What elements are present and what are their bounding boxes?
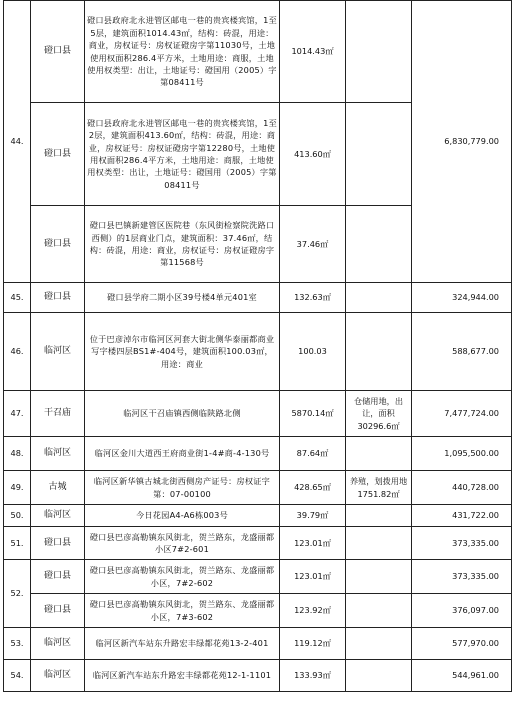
location-cell: 磴口县政府北永进管区邮电一巷的贵宾楼宾馆，1至5层，建筑面积1014.43㎡，结构：砖混，用途：商业，房权证号：房权证磴房字第11030号，土地使用权面积286.4平方米，土地用途：商服，土地使用权类型：出让，土地证号：磴国用（2005）字第08411号	[85, 1, 280, 103]
price-cell: 1,095,500.00	[412, 437, 512, 471]
location-cell: 磴口县学府二期小区39号楼4单元401室	[85, 283, 280, 313]
note-cell	[346, 560, 412, 594]
price-cell: 544,961.00	[412, 660, 512, 692]
location-cell: 今日花园A4-A6栋003号	[85, 505, 280, 527]
table-row	[4, 1, 512, 103]
area-cell: 132.63㎡	[280, 283, 346, 313]
county-cell: 磴口县	[31, 103, 85, 206]
location-cell: 临河区新华镇古城北街西侧房产证号：房权证字第：07-00100	[85, 471, 280, 505]
area-cell: 5870.14㎡	[280, 391, 346, 437]
table-row	[4, 660, 512, 692]
row-number: 48.	[4, 437, 31, 471]
location-cell: 磴口县政府北永进管区邮电一巷的贵宾楼宾馆，1至2层，建筑面积413.60㎡，结构：砖混，用途：商业，房权证号：房权证磴房字第12280号，土地使用权面积286.4平方米，土地用途：商服，土地使用权类型：出让，土地证号：磴国用（2005）字第08411号	[85, 103, 280, 206]
county-cell: 临河区	[31, 628, 85, 660]
area-cell: 428.65㎡	[280, 471, 346, 505]
location-cell: 磴口县巴彦高勒镇东风街北，贺兰路东，龙盛丽都小区7#2-601	[85, 527, 280, 560]
row-number: 45.	[4, 283, 31, 313]
price-cell: 373,335.00	[412, 560, 512, 594]
note-cell: 仓储用地，出让，面积30296.6㎡	[346, 391, 412, 437]
table-row	[4, 594, 512, 628]
area-cell: 123.01㎡	[280, 560, 346, 594]
price-cell: 376,097.00	[412, 594, 512, 628]
county-cell: 磴口县	[31, 560, 85, 594]
county-cell: 磴口县	[31, 594, 85, 628]
county-cell: 磴口县	[31, 1, 85, 103]
table-row	[4, 437, 512, 471]
price-cell: 577,970.00	[412, 628, 512, 660]
row-number: 44.	[4, 1, 31, 283]
area-cell: 1014.43㎡	[280, 1, 346, 103]
price-cell: 6,830,779.00	[412, 1, 512, 283]
area-cell: 123.01㎡	[280, 527, 346, 560]
note-cell	[346, 283, 412, 313]
price-cell: 324,944.00	[412, 283, 512, 313]
county-cell: 临河区	[31, 437, 85, 471]
note-cell	[346, 103, 412, 206]
note-cell	[346, 505, 412, 527]
price-cell: 588,677.00	[412, 313, 512, 391]
table-row	[4, 527, 512, 560]
note-cell	[346, 660, 412, 692]
row-number: 54.	[4, 660, 31, 692]
area-cell: 87.64㎡	[280, 437, 346, 471]
row-number: 49.	[4, 471, 31, 505]
area-cell: 37.46㎡	[280, 206, 346, 283]
county-cell: 磴口县	[31, 283, 85, 313]
location-cell: 磴口县巴彦高勒镇东风街北，贺兰路东、龙盛丽都小区，7#2-602	[85, 560, 280, 594]
price-cell: 440,728.00	[412, 471, 512, 505]
note-cell	[346, 437, 412, 471]
county-cell: 临河区	[31, 313, 85, 391]
note-cell	[346, 527, 412, 560]
price-cell: 431,722.00	[412, 505, 512, 527]
note-cell	[346, 1, 412, 103]
table-row	[4, 313, 512, 391]
county-cell: 磴口县	[31, 527, 85, 560]
county-cell: 干召庙	[31, 391, 85, 437]
area-cell: 123.92㎡	[280, 594, 346, 628]
row-number: 51.	[4, 527, 31, 560]
area-cell: 119.12㎡	[280, 628, 346, 660]
county-cell: 临河区	[31, 505, 85, 527]
location-cell: 临河区金川大道西王府商业街1-4#商-4-130号	[85, 437, 280, 471]
area-cell: 100.03	[280, 313, 346, 391]
table-row	[4, 505, 512, 527]
county-cell: 临河区	[31, 660, 85, 692]
property-table	[3, 0, 512, 692]
area-cell: 133.93㎡	[280, 660, 346, 692]
table-row	[4, 391, 512, 437]
note-cell	[346, 206, 412, 283]
table-row	[4, 560, 512, 594]
table-row	[4, 628, 512, 660]
note-cell	[346, 628, 412, 660]
note-cell: 养殖，划拨用地1751.82㎡	[346, 471, 412, 505]
row-number: 50.	[4, 505, 31, 527]
note-cell	[346, 594, 412, 628]
location-cell: 磴口县巴彦高勒镇东风街北，贺兰路东、龙盛丽都小区，7#3-602	[85, 594, 280, 628]
county-cell: 古城	[31, 471, 85, 505]
price-cell: 7,477,724.00	[412, 391, 512, 437]
location-cell: 临河区新汽车站东升路宏丰绿都花苑13-2-401	[85, 628, 280, 660]
table-row	[4, 471, 512, 505]
note-cell	[346, 313, 412, 391]
area-cell: 413.60㎡	[280, 103, 346, 206]
table-row	[4, 283, 512, 313]
area-cell: 39.79㎡	[280, 505, 346, 527]
price-cell: 373,335.00	[412, 527, 512, 560]
row-number: 47.	[4, 391, 31, 437]
row-number: 52.	[4, 560, 31, 628]
location-cell: 临河区新汽车站东升路宏丰绿都花苑12-1-1101	[85, 660, 280, 692]
row-number: 53.	[4, 628, 31, 660]
county-cell: 磴口县	[31, 206, 85, 283]
location-cell: 临河区干召庙镇西侧临陕路北侧	[85, 391, 280, 437]
location-cell: 位于巴彦淖尔市临河区河套大街北侧华泰丽都商业写字楼四层BS1#-404号，建筑面积100.03㎡，用途：商业	[85, 313, 280, 391]
row-number: 46.	[4, 313, 31, 391]
location-cell: 磴口县巴镇新建管区医院巷（东风街检察院洗路口西侧）的1层商业门点，建筑面积：37.46㎡，结构：砖混，用途：商业，房权证号：房权证磴房字第11568号	[85, 206, 280, 283]
